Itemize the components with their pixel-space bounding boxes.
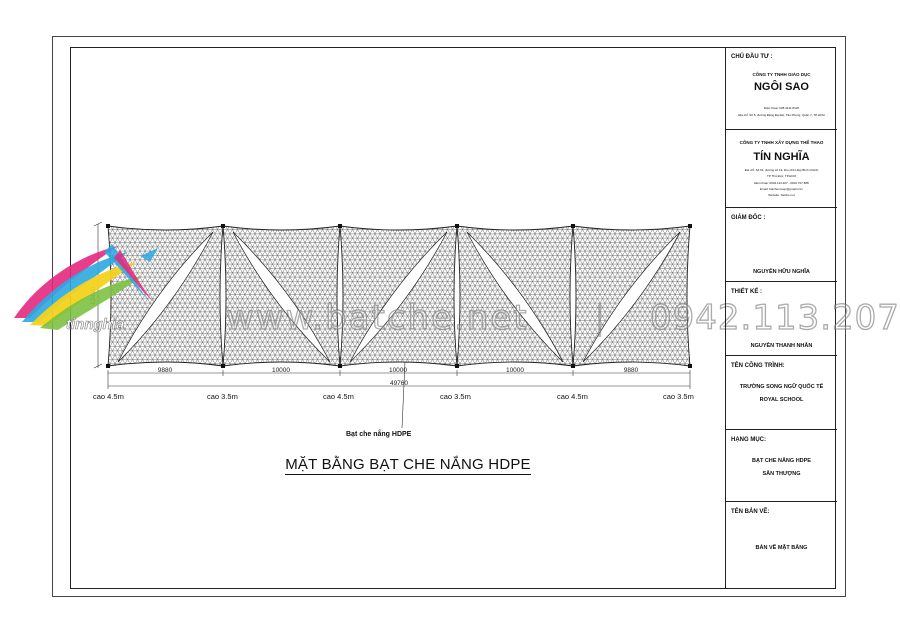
post-5-bottom [571, 364, 575, 368]
post-6-bottom [688, 364, 692, 368]
project-line2: ROYAL SCHOOL [759, 397, 804, 403]
owner-company-name: NGÔI SAO [753, 81, 809, 93]
total-dim: 49760 [389, 380, 409, 387]
post-3-top [338, 224, 342, 228]
height-label-4: cao 3.5m [440, 392, 471, 401]
height-label-1: cao 4.5m [93, 392, 124, 401]
sheet-cell [726, 502, 837, 589]
owner-label: CHỦ ĐẦU TƯ : [731, 54, 773, 60]
tinnghia-logo-icon [0, 0, 170, 360]
post-5-top [571, 224, 575, 228]
contractor-company-line: CÔNG TY TNHH XÂY DỰNG THỂ THAO [739, 140, 824, 145]
contractor-phone: Điện thoại: 0942.113.207 - 0919 707 888 [754, 181, 809, 185]
height-label-5: cao 4.5m [557, 392, 588, 401]
project-line1: TRƯỜNG SONG NGỮ QUỐC TẾ [739, 384, 824, 390]
callout-label: Bạt che nắng HDPE [346, 431, 412, 438]
sheet-label: TÊN BẢN VẼ: [731, 509, 770, 515]
designer-name: NGUYỄN THANH NHÂN [750, 343, 813, 349]
contractor-email: Email: batchecoxep@gmail.com [760, 187, 803, 191]
contractor-address: Địa chỉ: Số 91, đường số 19, khu phố Hiệp Bình Chánh [744, 168, 819, 172]
span-dim-5: 9880 [623, 367, 639, 374]
post-1-bottom [106, 364, 110, 368]
owner-company-line: CÔNG TY TNHH GIÁO DỤC [752, 72, 811, 77]
watermark-separator: | [594, 298, 606, 338]
owner-address: Địa chỉ: Số 8, đường Đặng Đại Độ, Tân Phong, Quận 7, TP.HCM [738, 113, 825, 117]
contractor-city: TP Thủ Đức, TP.HCM [767, 174, 796, 178]
item-line1: BẠT CHE NẮNG HDPE [752, 458, 811, 464]
height-label-2: cao 3.5m [207, 392, 238, 401]
designer-label: THIẾT KẾ : [731, 289, 762, 295]
post-2-top [221, 224, 225, 228]
height-label-3: cao 4.5m [323, 392, 354, 401]
height-label-6: cao 3.5m [663, 392, 694, 401]
item-line2: SÂN THƯỢNG [762, 471, 801, 477]
project-label: TÊN CÔNG TRÌNH: [731, 363, 785, 369]
director-name: NGUYỄN HỮU NGHĨA [753, 269, 810, 275]
span-dim-2: 10000 [271, 367, 291, 374]
contractor-cell [726, 130, 837, 208]
drawing-title [238, 456, 578, 473]
drawing-title-text: MẶT BẰNG BẠT CHE NẮNG HDPE [285, 456, 531, 473]
post-4-bottom [455, 364, 459, 368]
director-label: GIÁM ĐỐC : [731, 215, 766, 221]
watermark-phone: 0942.113.207 [650, 298, 900, 338]
span-dim-3: 10000 [388, 367, 408, 374]
designer-cell [726, 282, 837, 356]
item-cell [726, 430, 837, 502]
item-label: HẠNG MỤC: [731, 437, 766, 443]
project-cell [726, 356, 837, 430]
title-block [725, 47, 836, 589]
logo-text: tinnghia [66, 316, 125, 333]
director-cell [726, 208, 837, 282]
span-dim-4: 10000 [505, 367, 525, 374]
owner-phone: Điện thoại: 028.3411.8118 [764, 106, 799, 110]
post-4-top [455, 224, 459, 228]
sheet-name: BẢN VẼ MẶT BẰNG [755, 545, 808, 551]
owner-cell [726, 47, 837, 130]
contractor-company-name: TÍN NGHĨA [753, 151, 810, 163]
post-6-top [688, 224, 692, 228]
post-3-bottom [338, 364, 342, 368]
post-2-bottom [221, 364, 225, 368]
contractor-website: Website: batche.net [768, 193, 795, 197]
span-dim-1: 9880 [157, 367, 173, 374]
sail-group [108, 226, 690, 366]
watermark-url: www.batche.net [226, 298, 529, 338]
